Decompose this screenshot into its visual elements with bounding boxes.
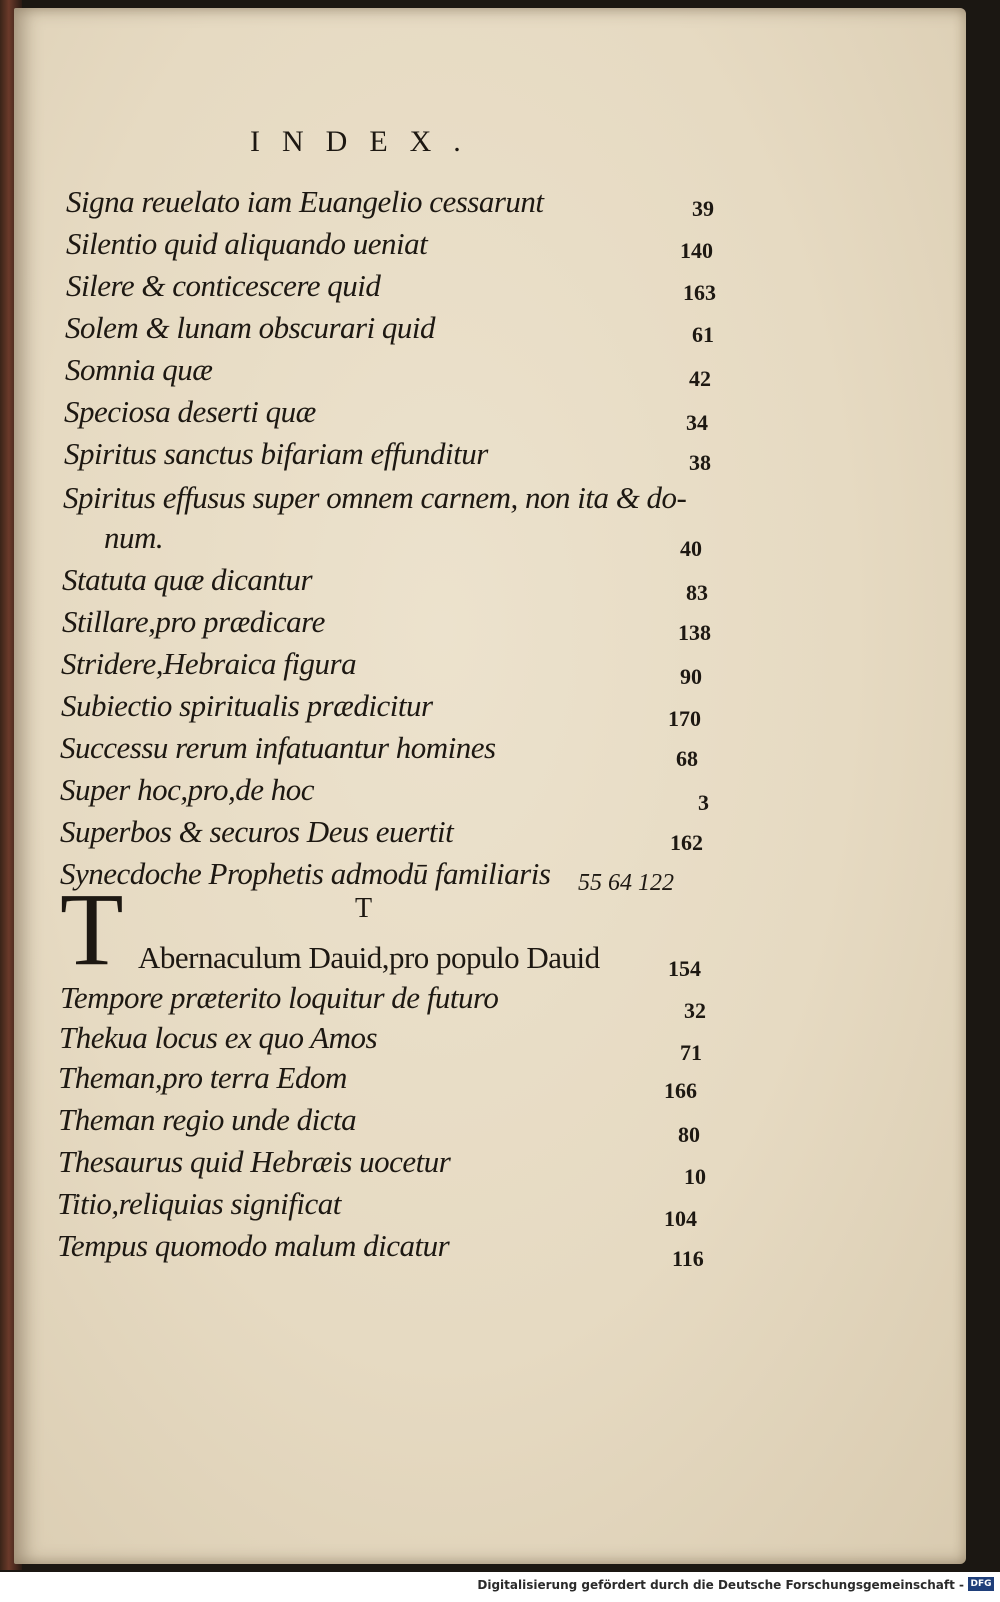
footer-credit: Digitalisierung gefördert durch die Deutsche Forschungsgemeinschaft -: [477, 1578, 964, 1592]
index-entry-continuation: num.: [104, 520, 164, 555]
index-entry: Speciosa deserti quæ: [64, 394, 316, 429]
page-number: 71: [680, 1040, 702, 1065]
drop-capital: T: [60, 872, 124, 987]
index-entry: Signa reuelato iam Euangelio cessarunt: [66, 184, 544, 219]
page-number: 32: [684, 998, 706, 1023]
index-entry: Theman regio unde dicta: [58, 1102, 357, 1137]
index-entry: Stridere,Hebraica figura: [61, 646, 357, 681]
page-number: 10: [684, 1164, 706, 1189]
page-number: 34: [686, 410, 708, 435]
dfg-logo: DFG: [968, 1577, 994, 1591]
page-number: 162: [670, 830, 703, 855]
page-number: 39: [692, 196, 714, 221]
index-entry: Synecdoche Prophetis admodū familiaris: [60, 856, 551, 891]
index-entry: Superbos & securos Deus euertit: [60, 814, 454, 849]
index-entry: Spiritus effusus super omnem carnem, non ita & do-: [63, 480, 687, 515]
page-number: 61: [692, 322, 714, 347]
index-entry: Statuta quæ dicantur: [62, 562, 313, 597]
page-number: 163: [683, 280, 716, 305]
index-entry: Abernaculum Dauid,pro populo Dauid: [138, 940, 600, 975]
page-number: 140: [680, 238, 713, 263]
index-entry: Silere & conticescere quid: [66, 268, 381, 303]
index-entry: Thesaurus quid Hebræis uocetur: [58, 1144, 451, 1179]
page-number: 55 64 122: [578, 870, 674, 896]
index-entry: Solem & lunam obscurari quid: [65, 310, 436, 345]
page-number: 42: [689, 366, 711, 391]
index-entry: Thekua locus ex quo Amos: [59, 1020, 378, 1055]
index-entry: Theman,pro terra Edom: [58, 1060, 347, 1095]
index-entry: Tempus quomodo malum dicatur: [57, 1228, 450, 1263]
page-number: 38: [689, 450, 711, 475]
index-entry: Stillare,pro prædicare: [62, 604, 325, 639]
page-number: 3: [698, 790, 709, 815]
index-entry: Subiectio spiritualis prædicitur: [61, 688, 433, 723]
page-number: 116: [672, 1246, 704, 1271]
index-entry: Silentio quid aliquando ueniat: [66, 226, 428, 261]
page-number: 166: [664, 1078, 697, 1103]
page-number: 170: [668, 706, 701, 731]
page-number: 83: [686, 580, 708, 605]
index-entry: Titio,reliquias significat: [57, 1186, 341, 1221]
page-header: INDEX.: [250, 125, 483, 158]
section-letter: T: [355, 893, 373, 924]
page-number: 80: [678, 1122, 700, 1147]
page-number: 138: [678, 620, 711, 645]
index-entry: Spiritus sanctus bifariam effunditur: [64, 436, 488, 471]
page-number: 68: [676, 746, 698, 771]
page-number: 40: [680, 536, 702, 561]
page-number: 154: [668, 956, 701, 981]
index-entry: Super hoc,pro,de hoc: [60, 772, 315, 807]
page-number: 104: [664, 1206, 697, 1231]
index-entry: Successu rerum infatuantur homines: [60, 730, 496, 765]
index-entry: Somnia quæ: [65, 352, 213, 387]
page-number: 90: [680, 664, 702, 689]
index-entry: Tempore præterito loquitur de futuro: [60, 980, 499, 1015]
